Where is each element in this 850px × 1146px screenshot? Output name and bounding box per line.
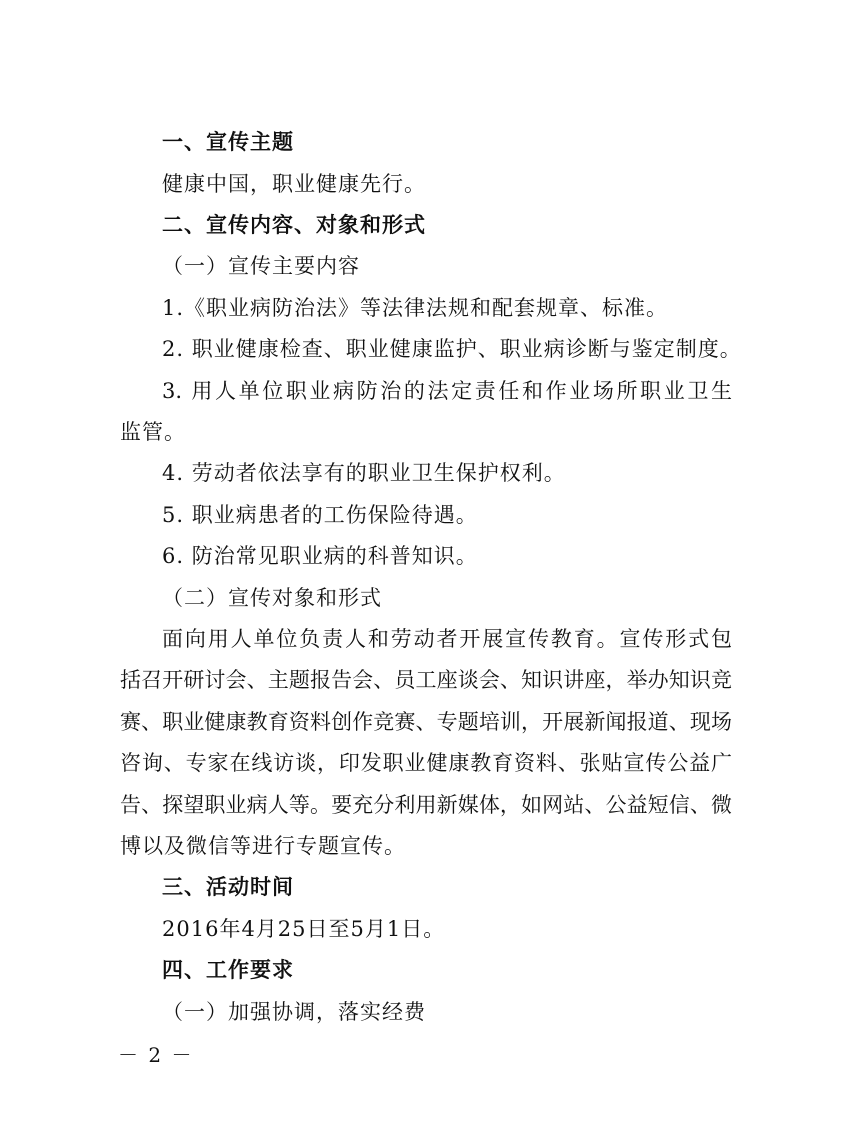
paragraph-line: 赛、职业健康教育资料创作竞赛、专题培训，开展新闻报道、现场 bbox=[120, 710, 732, 734]
section-heading-4: 四、工作要求 bbox=[162, 958, 294, 982]
theme-text: 健康中国，职业健康先行。 bbox=[162, 172, 426, 196]
list-item: 4. 劳动者依法享有的职业卫生保护权利。 bbox=[162, 461, 566, 485]
list-item: 5. 职业病患者的工伤保险待遇。 bbox=[162, 503, 478, 527]
subheading-coordination: （一）加强协调，落实经费 bbox=[162, 1000, 426, 1024]
subheading-audience: （二）宣传对象和形式 bbox=[162, 586, 382, 610]
list-item: 6. 防治常见职业病的科普知识。 bbox=[162, 544, 478, 568]
paragraph-line: 博以及微信等进行专题宣传。 bbox=[120, 834, 406, 858]
date-text: 2016年4月25日至5月1日。 bbox=[162, 917, 446, 941]
paragraph-line: 告、探望职业病人等。要充分利用新媒体，如网站、公益短信、微 bbox=[120, 793, 732, 817]
subheading-content: （一）宣传主要内容 bbox=[162, 254, 360, 278]
section-heading-2: 二、宣传内容、对象和形式 bbox=[162, 213, 426, 237]
list-item-continuation: 监管。 bbox=[120, 420, 186, 444]
page-number: － 2 － bbox=[118, 1043, 194, 1067]
list-item: 1.《职业病防治法》等法律法规和配套规章、标准。 bbox=[162, 296, 669, 320]
paragraph-line: 咨询、专家在线访谈，印发职业健康教育资料、张贴宣传公益广 bbox=[120, 751, 732, 775]
list-item: 3. 用人单位职业病防治的法定责任和作业场所职业卫生 bbox=[162, 379, 732, 403]
section-heading-3: 三、活动时间 bbox=[162, 875, 294, 899]
paragraph-line: 括召开研讨会、主题报告会、员工座谈会、知识讲座，举办知识竞 bbox=[120, 668, 732, 692]
section-heading-1: 一、宣传主题 bbox=[162, 130, 294, 154]
list-item: 2. 职业健康检查、职业健康监护、职业病诊断与鉴定制度。 bbox=[162, 337, 742, 361]
paragraph-line: 面向用人单位负责人和劳动者开展宣传教育。宣传形式包 bbox=[162, 627, 732, 651]
